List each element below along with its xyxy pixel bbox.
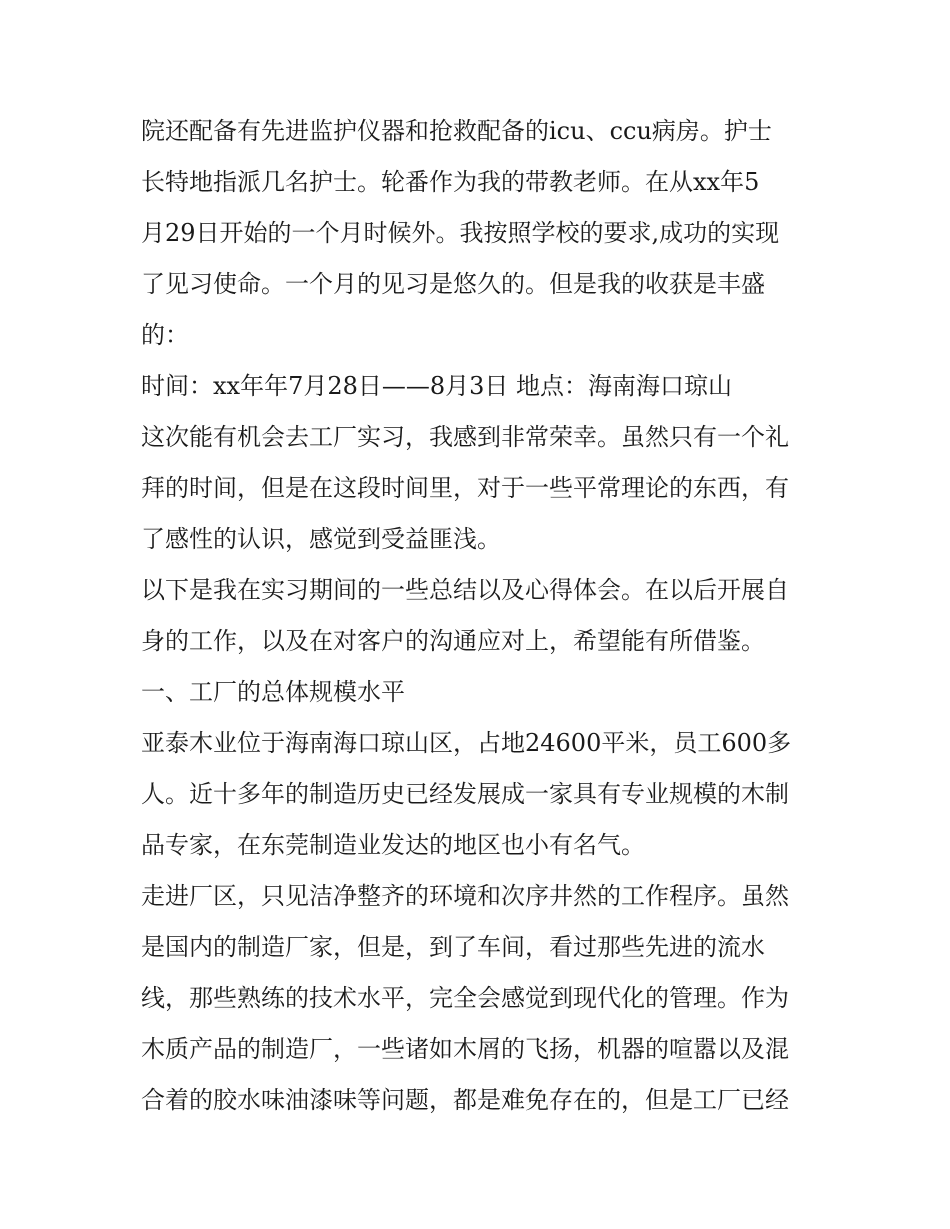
text-line-2: 长特地指派几名护士。轮番作为我的带教老师。在从xx年5 [141,168,760,196]
text-line-15: 品专家，在东莞制造业发达的地区也小有名气。 [141,831,645,859]
text-line-16: 走进厂区，只见洁净整齐的环境和次序井然的工作程序。虽然 [141,882,789,910]
text-line-17: 是国内的制造厂家，但是，到了车间，看过那些先进的流水 [141,933,765,961]
section-heading: 一、工厂的总体规模水平 [141,678,405,706]
text-line-19: 木质产品的制造厂，一些诸如木屑的飞扬，机器的喧嚣以及混 [141,1035,789,1063]
text-line-10: 以下是我在实习期间的一些总结以及心得体会。在以后开展自 [141,576,789,604]
text-line-20: 合着的胶水味油漆味等问题，都是难免存在的，但是工厂已经 [141,1086,789,1114]
text-line-5: 的： [141,321,189,349]
text-line-6: 时间：xx年年7月28日——8月3日 地点：海南海口琼山 [141,372,733,400]
text-line-3: 月29日开始的一个月时候外。我按照学校的要求,成功的实现 [141,219,780,247]
text-line-1: 院还配备有先进监护仪器和抢救配备的icu、ccu病房。护士 [141,117,772,145]
text-line-8: 拜的时间，但是在这段时间里，对于一些平常理论的东西，有 [141,474,789,502]
text-line-7: 这次能有机会去工厂实习，我感到非常荣幸。虽然只有一个礼 [141,423,789,451]
text-line-13: 亚泰木业位于海南海口琼山区，占地24600平米，员工600多 [141,729,792,757]
text-line-18: 线，那些熟练的技术水平，完全会感觉到现代化的管理。作为 [141,984,789,1012]
text-line-9: 了感性的认识，感觉到受益匪浅。 [141,525,501,553]
text-line-4: 了见习使命。一个月的见习是悠久的。但是我的收获是丰盛 [141,270,765,298]
document-body [141,106,821,1126]
text-line-11: 身的工作，以及在对客户的沟通应对上，希望能有所借鉴。 [141,627,765,655]
text-line-14: 人。近十多年的制造历史已经发展成一家具有专业规模的木制 [141,780,789,808]
